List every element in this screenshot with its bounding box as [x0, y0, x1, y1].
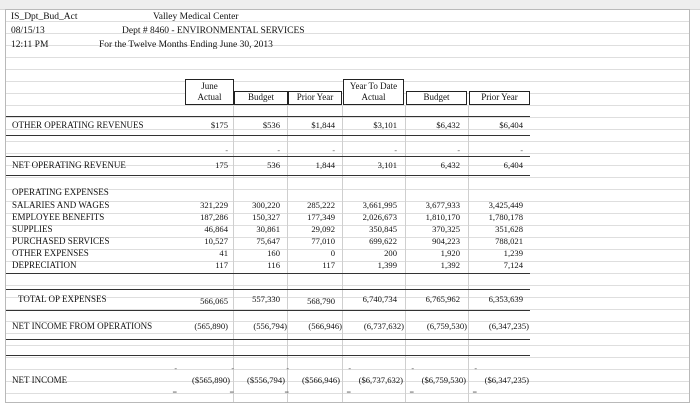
depreciation-june-prior: 117 [322, 260, 335, 270]
supplies-june-actual: 46,864 [204, 224, 228, 234]
depreciation-ytd-budget: 1,392 [440, 260, 460, 270]
total-june-budget: 557,330 [252, 294, 280, 304]
total-june-prior: 568,790 [307, 296, 335, 306]
grid-col-line [287, 106, 288, 402]
purchased-ytd-prior: 788,021 [495, 236, 523, 246]
double-rule-mark: = [472, 388, 477, 397]
ytd-header: Year To Date [349, 81, 398, 91]
total-ytd-prior: 6,353,639 [488, 294, 523, 304]
other-june-actual: 41 [219, 248, 228, 258]
row-label-net-income: NET INCOME [12, 375, 68, 385]
june-prior-header: Prior Year [296, 92, 334, 102]
salaries-june-prior: 285,222 [307, 200, 335, 210]
purchased-june-actual: 10,527 [204, 236, 228, 246]
dash-mark: - [174, 364, 177, 373]
row-label-other-expenses: OTHER EXPENSES [12, 248, 89, 258]
salaries-ytd-actual: 3,661,995 [362, 200, 397, 210]
total-june-actual: 566,065 [200, 296, 228, 306]
section-rule [6, 156, 530, 157]
grid-col-line [342, 106, 343, 402]
nor-ytd-actual: 3,101 [377, 160, 397, 170]
oor-june-actual: $175 [210, 120, 228, 130]
section-rule [6, 116, 530, 117]
purchased-june-budget: 75,647 [256, 236, 280, 246]
salaries-ytd-budget: 3,677,933 [425, 200, 460, 210]
row-label-net-income-from-operations: NET INCOME FROM OPERATIONS [12, 321, 153, 331]
section-rule [6, 175, 530, 176]
dash-mark: - [411, 364, 414, 373]
dept-name: Dept # 8460 - ENVIRONMENTAL SERVICES [122, 26, 305, 36]
report-id: IS_Dpt_Bud_Act [11, 12, 78, 22]
section-rule [6, 273, 530, 274]
row-label-total-op-expenses: TOTAL OP EXPENSES [18, 294, 107, 304]
double-rule-mark: = [346, 388, 351, 397]
other-ytd-budget: 1,920 [440, 248, 460, 258]
nifo-june-budget: (556,794) [253, 321, 287, 331]
grid-col-line [468, 106, 469, 402]
row-label-purchased-services: PURCHASED SERVICES [12, 236, 110, 246]
oor-june-prior: $1,844 [311, 120, 335, 130]
benefits-june-prior: 177,349 [307, 212, 335, 222]
salaries-ytd-prior: 3,425,449 [488, 200, 523, 210]
dash-mark: - [394, 146, 397, 155]
other-june-budget: 160 [267, 248, 280, 258]
dash-mark: - [332, 146, 335, 155]
oor-june-budget: $536 [262, 120, 280, 130]
benefits-ytd-budget: 1,810,170 [425, 212, 460, 222]
ni-ytd-actual: ($6,737,632) [358, 375, 403, 385]
ni-june-actual: ($565,890) [192, 375, 230, 385]
supplies-ytd-prior: 351,628 [495, 224, 523, 234]
section-rule [6, 310, 530, 311]
nor-june-budget: 536 [267, 160, 280, 170]
report-date: 08/15/13 [11, 26, 45, 36]
june-budget-header: Budget [248, 92, 274, 102]
double-rule-mark: = [172, 388, 177, 397]
supplies-june-prior: 29,092 [311, 224, 335, 234]
purchased-june-prior: 77,010 [311, 236, 335, 246]
dash-mark: - [348, 364, 351, 373]
oor-ytd-budget: $6,432 [436, 120, 460, 130]
row-label-other-operating-revenues: OTHER OPERATING REVENUES [12, 120, 144, 130]
dash-mark: - [457, 146, 460, 155]
section-operating-expenses: OPERATING EXPENSES [12, 187, 109, 197]
grid-col-line [405, 106, 406, 402]
section-rule [6, 355, 530, 356]
ni-june-budget: ($556,794) [247, 375, 285, 385]
ni-ytd-prior: ($6,347,235) [484, 375, 529, 385]
ni-ytd-budget: ($6,759,530) [421, 375, 466, 385]
oor-ytd-prior: $6,404 [499, 120, 523, 130]
dash-mark: - [286, 364, 289, 373]
purchased-ytd-budget: 904,223 [432, 236, 460, 246]
benefits-ytd-prior: 1,780,178 [488, 212, 523, 222]
depreciation-june-actual: 117 [215, 260, 228, 270]
benefits-june-budget: 150,327 [252, 212, 280, 222]
supplies-ytd-actual: 350,845 [369, 224, 397, 234]
salaries-june-actual: 321,229 [200, 200, 228, 210]
salaries-june-budget: 300,220 [252, 200, 280, 210]
nor-ytd-prior: 6,404 [503, 160, 523, 170]
purchased-ytd-actual: 699,622 [369, 236, 397, 246]
benefits-ytd-actual: 2,026,673 [362, 212, 397, 222]
nifo-june-actual: (565,890) [194, 321, 228, 331]
nifo-june-prior: (566,946) [308, 321, 342, 331]
nifo-ytd-actual: (6,737,632) [363, 321, 404, 331]
row-label-net-operating-revenue: NET OPERATING REVENUE [12, 160, 126, 170]
nor-ytd-budget: 6,432 [440, 160, 460, 170]
row-label-depreciation: DEPRECIATION [12, 260, 77, 270]
nifo-ytd-budget: (6,759,530) [426, 321, 467, 331]
org-name: Valley Medical Center [153, 12, 239, 22]
depreciation-june-budget: 116 [267, 260, 280, 270]
nor-june-prior: 1,844 [315, 160, 335, 170]
june-actual-header: Actual [197, 92, 222, 102]
nifo-ytd-prior: (6,347,235) [488, 321, 529, 331]
double-rule-mark: = [284, 388, 289, 397]
section-rule [6, 135, 530, 136]
row-label-supplies: SUPPLIES [12, 224, 53, 234]
double-rule-mark: = [409, 388, 414, 397]
row-label-salaries: SALARIES AND WAGES [12, 200, 110, 210]
spreadsheet-page [5, 9, 690, 403]
other-ytd-actual: 200 [384, 248, 397, 258]
ni-june-prior: ($566,946) [302, 375, 340, 385]
section-rule [6, 339, 530, 340]
other-ytd-prior: 1,239 [503, 248, 523, 258]
total-ytd-budget: 6,765,962 [425, 294, 460, 304]
supplies-june-budget: 30,861 [256, 224, 280, 234]
double-rule-mark: = [229, 388, 234, 397]
nor-june-actual: 175 [215, 160, 228, 170]
dash-mark: - [474, 364, 477, 373]
report-period: For the Twelve Months Ending June 30, 2013 [99, 40, 273, 50]
ytd-prior-header: Prior Year [481, 92, 518, 102]
dash-mark: - [277, 146, 280, 155]
depreciation-ytd-prior: 7,124 [503, 260, 523, 270]
total-ytd-actual: 6,740,734 [362, 294, 397, 304]
other-june-prior: 0 [330, 248, 335, 258]
row-label-benefits: EMPLOYEE BENEFITS [12, 212, 105, 222]
section-rule [6, 289, 530, 290]
benefits-june-actual: 187,286 [200, 212, 228, 222]
grid-col-line [233, 106, 234, 402]
supplies-ytd-budget: 370,325 [432, 224, 460, 234]
dash-mark: - [520, 146, 523, 155]
depreciation-ytd-actual: 1,399 [377, 260, 397, 270]
ytd-budget-header: Budget [423, 92, 450, 102]
june-header: June [201, 81, 218, 91]
dash-mark: - [231, 364, 234, 373]
oor-ytd-actual: $3,101 [373, 120, 397, 130]
dash-mark: - [225, 146, 228, 155]
report-time: 12:11 PM [11, 40, 49, 50]
ytd-actual-header: Actual [361, 92, 386, 102]
